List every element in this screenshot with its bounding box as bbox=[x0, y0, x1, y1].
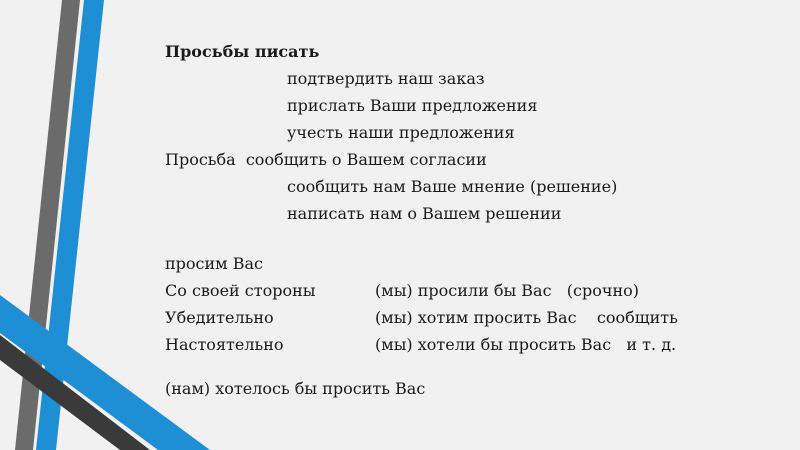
heading: Просьбы писать bbox=[165, 42, 320, 61]
polite-phrase: просим Вас bbox=[165, 254, 263, 273]
adverb: Со своей стороны bbox=[165, 281, 316, 300]
adverb: Убедительно bbox=[165, 308, 274, 327]
request-item: учесть наши предложения bbox=[287, 123, 515, 142]
phrase: (мы) просили бы Вас (срочно) bbox=[375, 281, 639, 300]
phrase: (мы) хотим просить Вас сообщить bbox=[375, 308, 678, 327]
closing-phrase: (нам) хотелось бы просить Вас bbox=[165, 379, 426, 398]
request-item: сообщить нам Ваше мнение (решение) bbox=[287, 177, 618, 196]
request-item: написать нам о Вашем решении bbox=[287, 204, 562, 223]
adverb: Настоятельно bbox=[165, 335, 284, 354]
request-item: подтвердить наш заказ bbox=[287, 69, 485, 88]
request-item: прислать Ваши предложения bbox=[287, 96, 538, 115]
request-lead: Просьба сообщить о Вашем согласии bbox=[165, 150, 487, 169]
phrase: (мы) хотели бы просить Вас и т. д. bbox=[375, 335, 677, 354]
